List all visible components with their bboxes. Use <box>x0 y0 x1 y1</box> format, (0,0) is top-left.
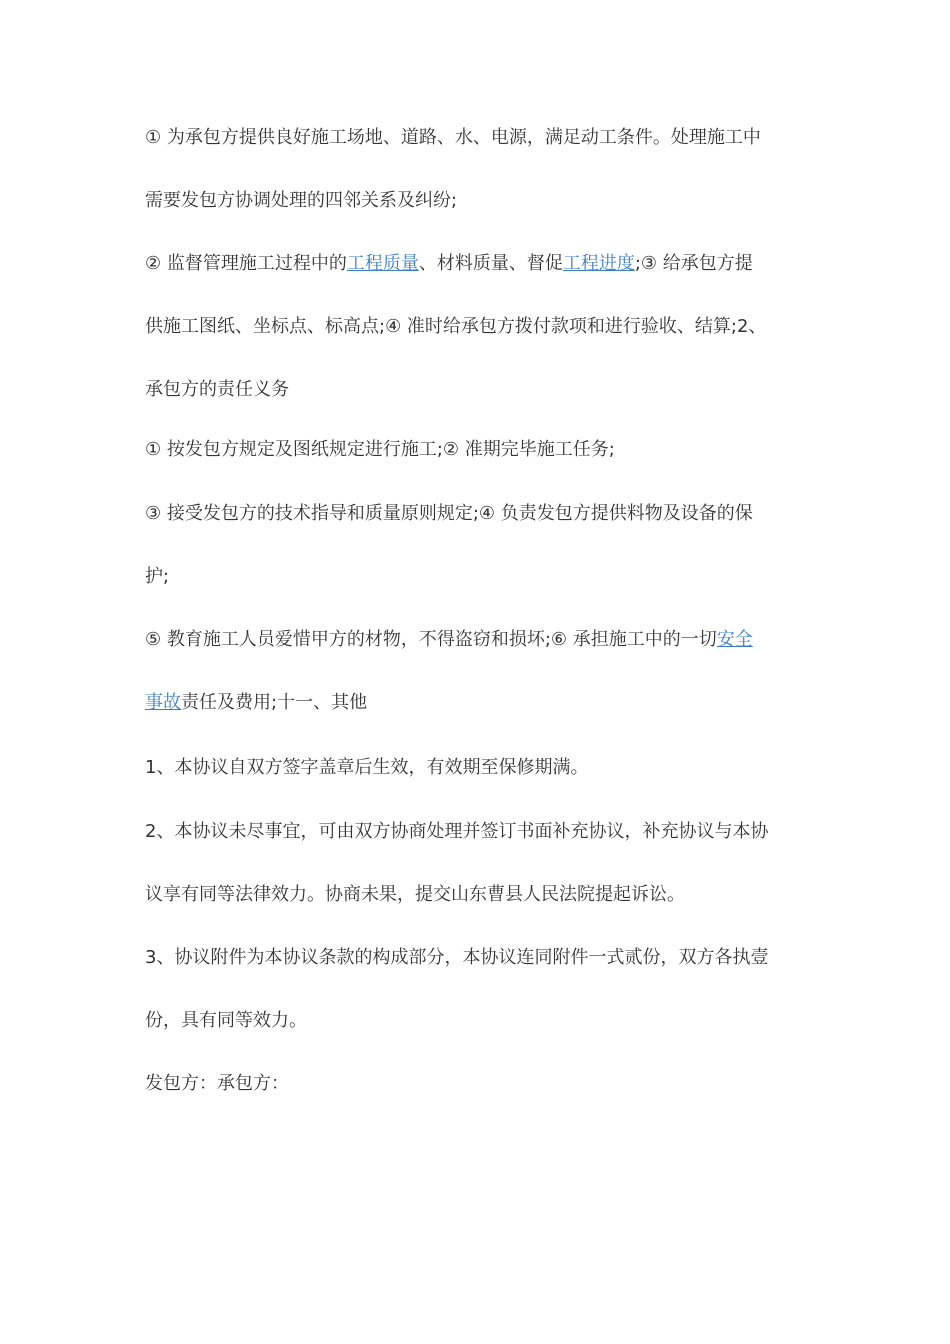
text-segment: ② 监督管理施工过程中的 <box>145 253 347 274</box>
paragraph-contractor-duty-3 <box>145 608 810 734</box>
text-segment: 责任及费用;十一、其他 <box>181 692 368 713</box>
text-line: 发包方：承包方： <box>145 1073 289 1094</box>
text-line: 3、协议附件为本协议条款的构成部分，本协议连同附件一式贰份，双方各执壹 <box>145 947 769 968</box>
text-line: 议享有同等法律效力。协商未果，提交山东曹县人民法院提起诉讼。 <box>145 884 685 905</box>
text-line: ① 为承包方提供良好施工场地、道路、水、电源，满足动工条件。处理施工中 <box>145 127 761 148</box>
paragraph-employer-duty-2 <box>145 232 810 421</box>
paragraph-contractor-duty-2 <box>145 482 810 608</box>
link-safety-accident-part2[interactable]: 事故 <box>145 692 181 713</box>
link-safety-accident-part1[interactable]: 安全 <box>716 629 753 650</box>
paragraph-clause-3 <box>145 926 810 1052</box>
text-segment: ;③ 给承包方提 <box>634 253 753 274</box>
text-line: ① 按发包方规定及图纸规定进行施工;② 准期完毕施工任务; <box>145 439 615 460</box>
text-line: 供施工图纸、坐标点、标高点;④ 准时给承包方拨付款项和进行验收、结算;2、 <box>145 316 767 337</box>
text-line: 1、本协议自双方签字盖章后生效，有效期至保修期满。 <box>145 757 589 778</box>
text-segment: 、材料质量、督促 <box>418 253 563 274</box>
text-line: 需要发包方协调处理的四邻关系及纠纷; <box>145 190 458 211</box>
text-line: ③ 接受发包方的技术指导和质量原则规定;④ 负责发包方提供料物及设备的保 <box>145 503 753 524</box>
paragraph-contractor-duty-1 <box>145 418 810 481</box>
paragraph-clause-1 <box>145 736 810 799</box>
text-line <box>145 671 810 734</box>
text-line <box>145 232 810 295</box>
link-project-quality[interactable]: 工程质量 <box>346 253 419 274</box>
link-project-progress[interactable]: 工程进度 <box>562 253 635 274</box>
paragraph-clause-2 <box>145 800 810 926</box>
text-line: 承包方的责任义务 <box>145 379 289 400</box>
paragraph-signatures <box>145 1052 810 1115</box>
text-line: 2、本协议未尽事宜，可由双方协商处理并签订书面补充协议，补充协议与本协 <box>145 821 769 842</box>
text-line: 护; <box>145 566 170 587</box>
text-segment: ⑤ 教育施工人员爱惜甲方的材物，不得盗窃和损坏;⑥ 承担施工中的一切 <box>145 629 717 650</box>
paragraph-employer-duty-1 <box>145 106 810 232</box>
text-line <box>145 608 810 671</box>
text-line: 份，具有同等效力。 <box>145 1010 307 1031</box>
